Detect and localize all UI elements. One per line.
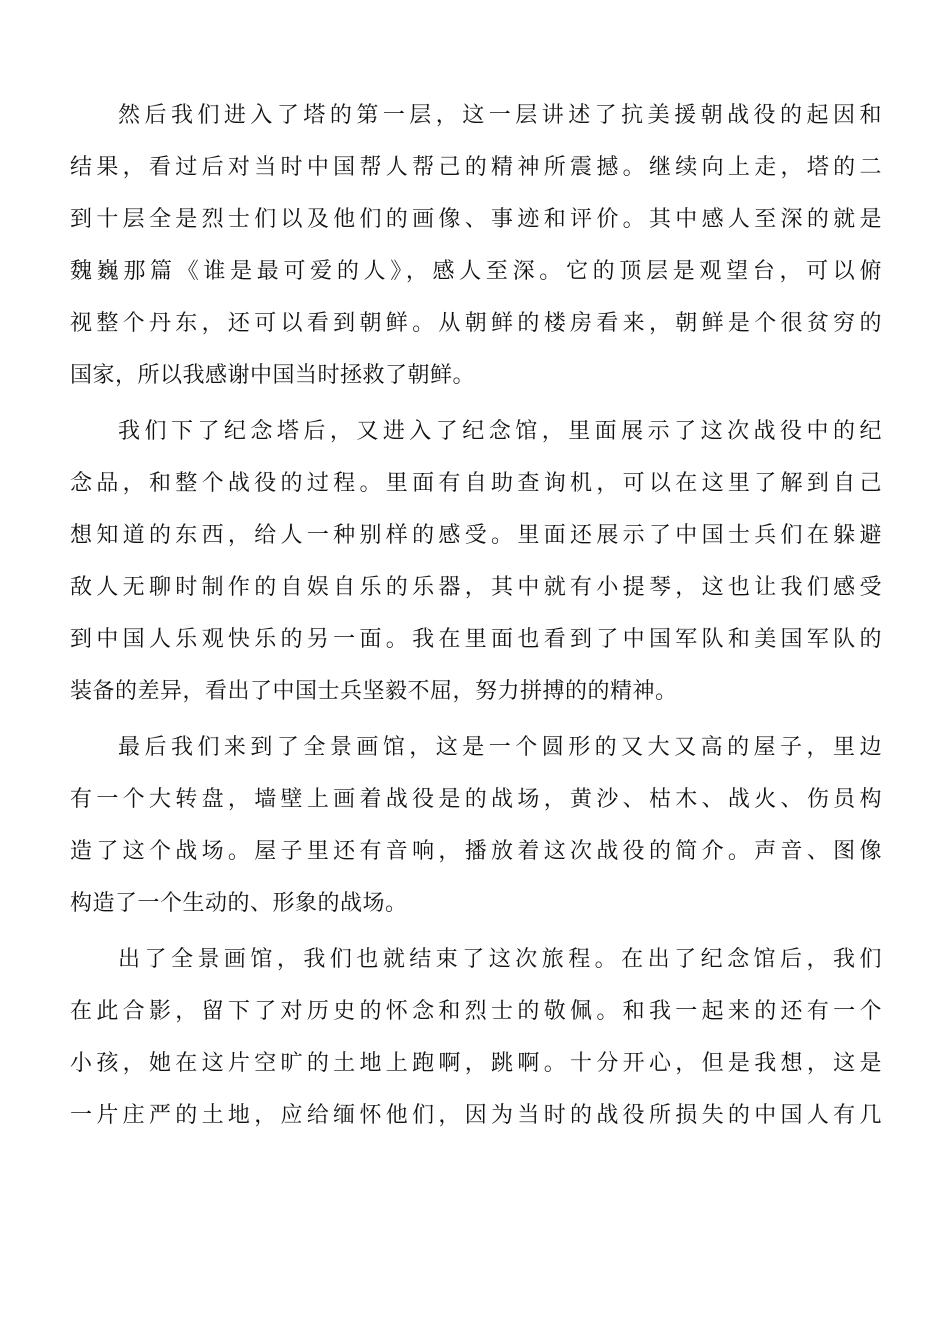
text-line: 结果，看过后对当时中国帮人帮己的精神所震撼。继续向上走，塔的二	[70, 155, 882, 180]
text-line: 视整个丹东，还可以看到朝鲜。从朝鲜的楼房看来，朝鲜是个很贫穷的	[70, 311, 882, 336]
text-line: 然后我们进入了塔的第一层，这一层讲述了抗美援朝战役的起因和	[118, 103, 882, 128]
text-line: 在此合影，留下了对历史的怀念和烈士的敬佩。和我一起来的还有一个	[70, 999, 882, 1024]
text-line: 一片庄严的土地，应给缅怀他们，因为当时的战役所损失的中国人有几	[70, 1103, 882, 1128]
text-line: 想知道的东西，给人一种别样的感受。里面还展示了中国士兵们在躲避	[70, 523, 882, 548]
text-line: 魏巍那篇《谁是最可爱的人》，感人至深。它的顶层是观望台，可以俯	[70, 259, 882, 284]
paragraph-2	[70, 406, 882, 718]
paragraph-3	[70, 722, 882, 930]
text-line: 念品，和整个战役的过程。里面有自助查询机，可以在这里了解到自己	[70, 471, 882, 496]
text-line: 造了这个战场。屋子里还有音响，播放着这次战役的简介。声音、图像	[70, 839, 882, 864]
text-line: 有一个大转盘，墙壁上画着战役是的战场，黄沙、枯木、战火、伤员构	[70, 787, 882, 812]
paragraph-1	[70, 90, 882, 402]
text-line: 小孩，她在这片空旷的土地上跑啊，跳啊。十分开心，但是我想，这是	[70, 1051, 882, 1076]
text-line: 国家，所以我感谢中国当时拯救了朝鲜。	[70, 363, 476, 388]
text-line: 出了全景画馆，我们也就结束了这次旅程。在出了纪念馆后，我们	[118, 947, 882, 972]
paragraph-4	[70, 934, 882, 1142]
text-line: 到中国人乐观快乐的另一面。我在里面也看到了中国军队和美国军队的	[70, 627, 882, 652]
text-line: 最后我们来到了全景画馆，这是一个圆形的又大又高的屋子，里边	[118, 735, 882, 760]
text-line: 装备的差异，看出了中国士兵坚毅不屈，努力拼搏的的精神。	[70, 679, 678, 704]
document-body	[70, 90, 882, 1142]
text-line: 到十层全是烈士们以及他们的画像、事迹和评价。其中感人至深的就是	[70, 207, 882, 232]
text-line: 构造了一个生动的、形象的战场。	[70, 891, 408, 916]
text-line: 我们下了纪念塔后，又进入了纪念馆，里面展示了这次战役中的纪	[118, 419, 882, 444]
text-line: 敌人无聊时制作的自娱自乐的乐器，其中就有小提琴，这也让我们感受	[70, 575, 882, 600]
